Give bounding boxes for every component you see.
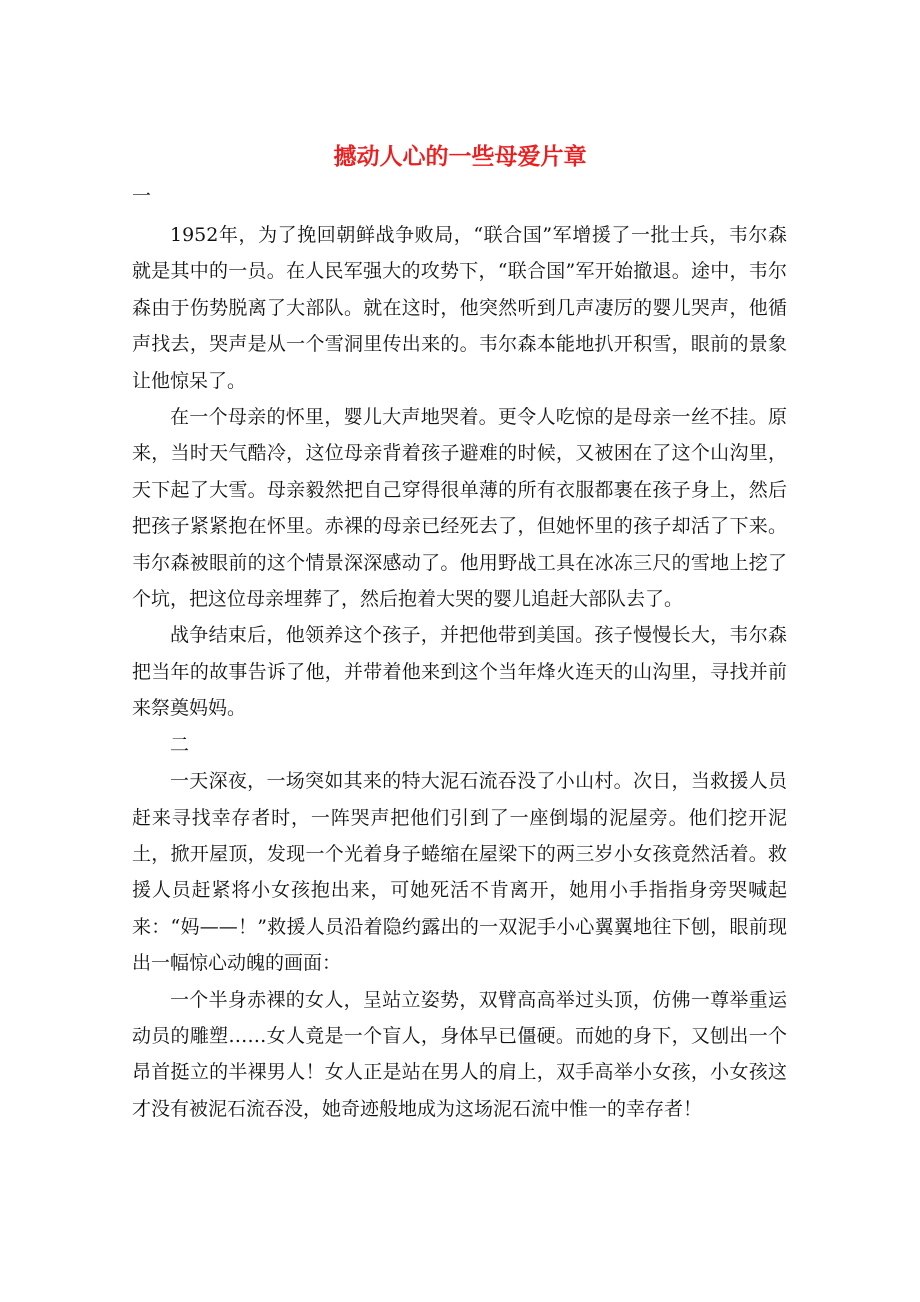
document-title: 撼动人心的一些母爱片章 <box>333 143 587 170</box>
paragraph: 战争结束后，他领养这个孩子，并把他带到美国。孩子慢慢长大，韦尔森把当年的故事告诉了他，并带着他来到这个当年烽火连天的山沟里，寻找并前来祭奠妈妈。 <box>132 624 787 720</box>
section-marker-one: 一 <box>132 185 152 207</box>
document-body <box>132 217 787 1127</box>
paragraph: 一天深夜，一场突如其来的特大泥石流吞没了小山村。次日，当救援人员赶来寻找幸存者时，一阵哭声把他们引到了一座倒塌的泥屋旁。他们挖开泥土，掀开屋顶，发现一个光着身子蜷缩在屋梁下的两三岁小女孩竟然活着。救援人员赶紧将小女孩抱出来，可她死活不肯离开，她用小手指指身旁哭喊起来：“妈——！”救援人员沿着隐约露出的一双泥手小心翼翼地往下刨，眼前现出一幅惊心动魄的画面： <box>132 770 787 975</box>
paragraph: 在一个母亲的怀里，婴儿大声地哭着。更令人吃惊的是母亲一丝不挂。原来，当时天气酷冷，这位母亲背着孩子避难的时候，又被困在了这个山沟里，天下起了大雪。母亲毅然把自己穿得很单薄的所有衣服都裹在孩子身上，然后把孩子紧紧抱在怀里。赤裸的母亲已经死去了，但她怀里的孩子却活了下来。韦尔森被眼前的这个情景深深感动了。他用野战工具在冰冻三尺的雪地上挖了个坑，把这位母亲埋葬了，然后抱着大哭的婴儿追赶大部队去了。 <box>132 406 787 611</box>
paragraph: 1952年，为了挽回朝鲜战争败局，“联合国”军增援了一批士兵，韦尔森就是其中的一员。在人民军强大的攻势下，“联合国”军开始撤退。途中，韦尔森由于伤势脱离了大部队。就在这时，他突然听到几声凄厉的婴儿哭声，他循声找去，哭声是从一个雪洞里传出来的。韦尔森本能地扒开积雪，眼前的景象让他惊呆了。 <box>132 224 787 392</box>
paragraph: 一个半身赤裸的女人，呈站立姿势，双臂高高举过头顶，仿佛一尊举重运动员的雕塑……女人竟是一个盲人，身体早已僵硬。而她的身下，又刨出一个昂首挺立的半裸男人！女人正是站在男人的肩上，双手高举小女孩，小女孩这才没有被泥石流吞没，她奇迹般地成为这场泥石流中惟一的幸存者！ <box>132 988 787 1120</box>
section-marker-two: 二 <box>170 733 190 756</box>
